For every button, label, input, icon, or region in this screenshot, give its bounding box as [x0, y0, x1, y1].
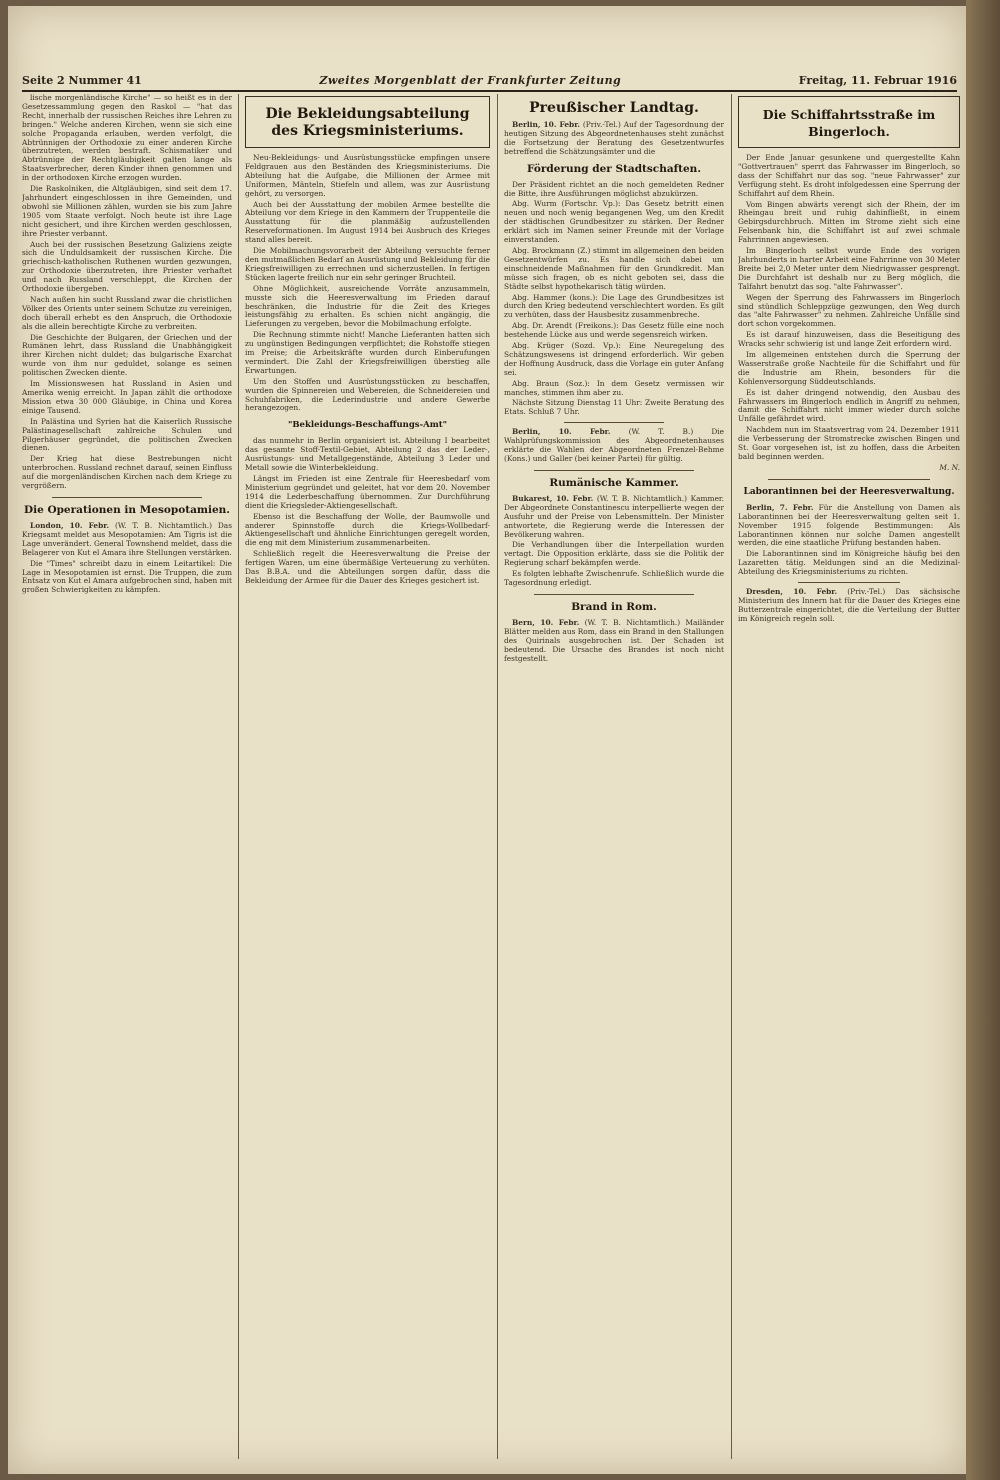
masthead-newspaper-name: Zweites Morgenblatt der Frankfurter Zeitung	[319, 73, 622, 87]
headline-box	[245, 96, 490, 148]
headline-schiffahrt: Die Schiffahrtsstraße im Bingerloch.	[762, 107, 936, 139]
article-text: Auch bei der Ausstattung der mobilen Armee bestellte die Abteilung vor dem Kriege in den Kammern der Truppenteile die Ausstattung für die planmäßig aufzustellenden Reserveformationen. Im August 1914 bei Ausbruch des Krieges stand alles bereit.	[245, 199, 490, 245]
article-text: Abg. Wurm (Fortschr. Vp.): Das Gesetz betritt einen neuen und noch wenig begangenen Weg, um den Kredit der städtischen Grundbesitzer zu stärken. Der Redner erklärt sich im Namen seiner Freunde mit der Vorlage einverstanden.	[504, 199, 724, 245]
article-text: Abg. Krüger (Sozd. Vp.): Eine Neuregelung des Schätzungswesens ist dringend erforderlich. Wir geben der Hoffnung Ausdruck, dass die Vorlage ein guter Anfang sei.	[504, 341, 724, 377]
article-text: Berlin, 10. Febr. (W. T. B.) Die Wahlprüfungskommission des Abgeordnetenhauses erklärte die Wahlen der Abgeordneten Frenzel-Behme (Kons.) und Galler (bei keiner Partei) für gültig.	[504, 427, 724, 463]
article-text: Abg. Braun (Soz.): In dem Gesetz vermissen wir manches, stimmen ihm aber zu.	[504, 378, 724, 397]
article-text: Abg. Dr. Arendt (Freikons.): Das Gesetz fülle eine noch bestehende Lücke aus und werde segensreich wirken.	[504, 321, 724, 340]
article-text: Die Raskolniken, die Altgläubigen, sind seit dem 17. Jahrhundert eingeschlossen in ihre Gemeinden, und obwohl sie Millionen zählen, wurden sie bis zum Jahre 1905 vom Staate verfolgt. Noch heute ist ihre Lage nicht gesichert, und ihre Kirchen werden geschlossen, ihre Priester verbannt.	[22, 184, 232, 238]
section-divider	[534, 594, 694, 595]
article-text: Dresden, 10. Febr. (Priv.-Tel.) Das sächsische Ministerium des Innern hat für die Dauer des Krieges eine Butterzentrale eingerichtet, die die Verteilung der Butter im Königreich regeln soll.	[738, 587, 960, 623]
column-4	[738, 94, 960, 1459]
article-text: Die "Times" schreibt dazu in einem Leitartikel: Die Lage in Mesopotamien ist ernst. Die Truppen, die zum Entsatz von Kut el Amara aufgebrochen sind, haben mit großen Schwierigkeiten zu kämpfen.	[22, 558, 232, 595]
article-text: London, 10. Febr. (W. T. B. Nichtamtlich.) Das Kriegsamt meldet aus Mesopotamien: Am Tigris ist die Lage unverändert. General Townshend meldet, dass die Belagerer von Kut el Amara ihre Stellungen verstärken.	[22, 520, 232, 557]
column-rule	[238, 94, 239, 1459]
dateline: Dresden, 10. Febr.	[746, 587, 838, 597]
section-divider	[768, 479, 930, 480]
article-text: Der Ende Januar gesunkene und quergestellte Kahn "Gottvertrauen" sperrt das Fahrwasser im Bingerloch, so dass der Schiffahrt nur das sog. "neue Fahrwasser" zur Verfügung steht. Es droht infolgedessen eine Sperrung der Schiffahrt auf dem Rhein.	[738, 153, 960, 198]
headline-rumaenien: Rumänische Kammer.	[549, 476, 679, 489]
article-text: Ohne Möglichkeit, ausreichende Vorräte anzusammeln, musste sich die Heeresverwaltung im Frieden darauf beschränken, die Industrie für die Zeit des Krieges leistungsfähig zu erhalten. Es schien nicht angängig, die Lieferungen zu vergeben, bevor die Mobilmachung erfolgte.	[245, 283, 490, 329]
article-text: Auch bei der russischen Besetzung Galiziens zeigte sich die Unduldsamkeit der russischen Kirche. Die griechisch-katholischen Ruthenen wurden gezwungen, zur Orthodoxie überzutreten, ihre Priester verhaftet und nach Russland verschleppt, die Kirchen der Orthodoxie übergeben.	[22, 239, 232, 294]
masthead-page-number: Seite 2 Nummer 41	[22, 73, 142, 87]
article-text: Nach außen hin sucht Russland zwar die christlichen Völker des Orients unter seinem Schutze zu vereinigen, doch überall erhebt es den Anspruch, die Orthodoxie als die allein berechtigte Kirche zu verbreiten.	[22, 294, 232, 331]
dateline: Bern, 10. Febr.	[512, 617, 580, 627]
article-text: Es ist darauf hinzuweisen, dass die Beseitigung des Wracks sehr schwierig ist und lange Zeit erfordern wird.	[738, 330, 960, 349]
article-text: Nächste Sitzung Dienstag 11 Uhr: Zweite Beratung des Etats. Schluß 7 Uhr.	[504, 398, 724, 417]
column-rule	[731, 94, 732, 1459]
dateline: Berlin, 10. Febr.	[512, 120, 581, 129]
subhead-stadtschaften: Förderung der Stadtschaften.	[527, 162, 701, 175]
article-text: lische morgenländische Kirche" — so heißt es in der Gesetzessammlung gegen den Raskol — "hat das Recht, innerhalb der russischen Reiches ihre Lehren zu bringen." Welche anderen Kirchen, wenn sie sich eine solche Propaganda erlauben, werden verfolgt, die Abtrünnigen der Orthodoxie zu einer anderen Kirche überzutreten, werden bestraft. Schismatiker und Abtrünnige der Rechtgläubigkeit galten lange als Staatsverbrecher, deren Kinder ihnen genommen und in der orthodoxen Kirche erzogen wurden.	[22, 94, 232, 183]
article-text: Die Geschichte der Bulgaren, der Griechen und der Rumänen lehrt, dass Russland die Unabhängigkeit ihrer Kirchen nicht duldet; das bulgarische Exarchat wurde von ihm nur geduldet, solange es seinen politischen Zwecken diente.	[22, 332, 232, 378]
article-text: Nachdem nun im Staatsvertrag vom 24. Dezember 1911 die Verbesserung der Stromstrecke zwischen Bingen und St. Goar vorgesehen ist, ist zu hoffen, dass die Arbeiten bald beginnen werden.	[738, 425, 960, 461]
article-text: Vom Bingen abwärts verengt sich der Rhein, der im Rheingau breit und ruhig dahinfließt, in einem Gebirgsdurchbruch. Mitten im Strome zieht sich eine Felsenbank hin, die Schiffahrt ist auf zwei schmale Fahrrinnen angewiesen.	[738, 199, 960, 245]
article-text: Die Mobilmachungsvorarbeit der Abteilung versuchte ferner den mutmaßlichen Bedarf an Ausrüstung und Bekleidung für die Kriegsfreiwilligen zu errechnen und sicherzustellen. In fertigen Stücken lagerte freilich nur ein sehr geringer Bruchteil.	[245, 246, 490, 282]
article-text: Neu-Bekleidungs- und Ausrüstungsstücke empfingen unsere Feldgrauen aus den Beständen des Kriegsministeriums. Die Abteilung hat die Aufgabe, die Millionen der Armee mit Uniformen, Mänteln, Stiefeln und allem, was zur Ausrüstung gehört, zu versorgen.	[245, 153, 490, 198]
headline-landtag: Preußischer Landtag.	[529, 100, 699, 116]
column-rule	[497, 94, 498, 1459]
headline-rom: Brand in Rom.	[571, 600, 657, 613]
article-text: Abg. Brockmann (Z.) stimmt im allgemeinen den beiden Gesetzentwürfen zu. Es handle sich dabei um einschneidende Maßnahmen für den Grundkredit. Man müsse sich fragen, ob es nicht geboten sei, dass die Städte selbst hypothekarisch tätig würden.	[504, 245, 724, 291]
dateline: London, 10. Febr.	[30, 520, 110, 530]
subhead-bba: "Bekleidungs-Beschaffungs-Amt"	[287, 420, 448, 431]
article-text: Es folgten lebhafte Zwischenrufe. Schließlich wurde die Tagesordnung erledigt.	[504, 569, 724, 588]
article-text: Ebenso ist die Beschaffung der Wolle, der Baumwolle und anderer Spinnstoffe durch die Kriegs-Wollbedarf-Aktiengesellschaft und ähnliche Einrichtungen geregelt worden, die eng mit dem Ministerium zusammenarbeiten.	[245, 511, 490, 548]
article-text: das nunmehr in Berlin organisiert ist. Abteilung I bearbeitet das gesamte Stoff-Textil-Gebiet, Abteilung 2 das der Leder-, Ausrüstungs- und Metallgegenstände, Abteilung 3 Leder und Metall sowie die Winterbekleidung.	[245, 436, 490, 473]
headline-bekleidung: Die Bekleidungsabteilung des Kriegsministeriums.	[265, 106, 470, 139]
column-1	[22, 94, 232, 1459]
article-text: Um den Stoffen und Ausrüstungsstücken zu beschaffen, wurden die Spinnereien und Webereien, die Schneidereien und Schuhfabriken, die Lederindustrie und andere Gewerbe herangezogen.	[245, 376, 490, 413]
author-signature: M. N.	[939, 462, 960, 472]
article-text: Es ist daher dringend notwendig, den Ausbau des Fahrwassers im Bingerloch endlich in Angriff zu nehmen, damit die Schiffahrt nicht immer wieder durch solche Unfälle gefährdet wird.	[738, 387, 960, 424]
article-text: Der Präsident richtet an die noch gemeldeten Redner die Bitte, ihre Ausführungen möglichst abzukürzen.	[504, 179, 724, 198]
article-text: Im Bingerloch selbst wurde Ende des vorigen Jahrhunderts in harter Arbeit eine Fahrrinne von 30 Meter Breite bei 2,0 Meter unter dem Niedrigwasser gesprengt. Die Durchfahrt ist deshalb nur zu Berg möglich, die Talfahrt benutzt das sog. "alte Fahrwasser".	[738, 246, 960, 291]
headline-mesopotamien: Die Operationen in Mesopotamien.	[24, 503, 230, 516]
article-text: Der Krieg hat diese Bestrebungen nicht unterbrochen. Russland rechnet darauf, seinen Einfluss auf die morgenländischen Kirchen nach dem Kriege zu vergrößern.	[22, 454, 232, 491]
article-text: Im Missionswesen hat Russland in Asien und Amerika wenig erreicht. In Japan zählt die orthodoxe Mission etwa 30 000 Gläubige, in China und Korea einige Tausend.	[22, 379, 232, 415]
dateline: Berlin, 10. Febr.	[512, 427, 611, 437]
article-text: Berlin, 10. Febr. (Priv.-Tel.) Auf der Tagesordnung der heutigen Sitzung des Abgeordnetenhauses steht zunächst die Fortsetzung der Beratung des Gesetzentwurfes betreffend die Schätzungsämter und die	[504, 120, 724, 156]
dateline: Bukarest, 10. Febr.	[512, 493, 594, 503]
masthead	[22, 70, 957, 92]
article-text: Die Laborantinnen sind im Königreiche häufig bei den Lazaretten tätig. Meldungen sind an die Medizinal-Abteilung des Kriegsministeriums zu richten.	[738, 549, 960, 577]
page-edge-shadow	[966, 0, 1000, 1480]
section-divider	[534, 470, 694, 471]
article-text: Berlin, 7. Febr. Für die Anstellung von Damen als Laborantinnen bei der Heeresverwaltung gelten seit 1. November 1915 folgende Bestimmungen: Als Laborantinnen können nur solche Damen angestellt werden, die eine staatliche Prüfung bestanden haben.	[738, 502, 960, 548]
article-text: Die Verhandlungen über die Interpellation wurden vertagt. Die Opposition erklärte, dass sie die Politik der Regierung scharf bekämpfen werde.	[504, 540, 724, 568]
dateline: Berlin, 7. Febr.	[746, 502, 814, 512]
article-text: Schließlich regelt die Heeresverwaltung die Preise der fertigen Waren, um eine übermäßige Verteuerung zu verhüten. Das B.B.A. und die Abteilungen sorgen dafür, dass die Bekleidung der Armee für die Dauer des Krieges gesichert ist.	[245, 549, 490, 585]
article-text: Im allgemeinen entstehen durch die Sperrung der Wasserstraße große Nachteile für die Schiffahrt und für die Industrie am Rhein, besonders für die Kohlenversorgung Süddeutschlands.	[738, 350, 960, 386]
column-3	[504, 94, 724, 1459]
article-text: Längst im Frieden ist eine Zentrale für Heeresbedarf vom Ministerium gegründet und geleitet, hat vor dem 20. November 1914 die Lederbeschaffung übernommen. Zur Durchführung dient die Kriegsleder-Aktiengesellschaft.	[245, 474, 490, 510]
section-divider	[798, 582, 900, 583]
masthead-date: Freitag, 11. Februar 1916	[798, 73, 957, 87]
article-text: Bern, 10. Febr. (W. T. B. Nichtamtlich.) Mailänder Blätter melden aus Rom, dass ein Brand in den Stallungen des Quirinals ausgebrochen ist. Der Schaden ist bedeutend. Die Ursache des Brandes ist noch nicht festgestellt.	[504, 617, 724, 663]
headline-laborantinnen: Laborantinnen bei der Heeresverwaltung.	[743, 486, 955, 497]
column-2	[245, 94, 490, 1459]
section-divider	[564, 422, 664, 423]
headline-box	[738, 96, 960, 148]
article-text: In Palästina und Syrien hat die Kaiserlich Russische Palästinagesellschaft zahlreiche Schulen und Pilgerhäuser gegründet, die politischen Zwecken dienen.	[22, 416, 232, 453]
article-text: Bukarest, 10. Febr. (W. T. B. Nichtamtlich.) Kammer. Der Abgeordnete Constantinescu interpellierte wegen der Ausfuhr und der Preise von Lebensmitteln. Der Minister antwortete, die Regierung werde die Interessen der Bevölkerung wahren.	[504, 493, 724, 539]
article-text: Wegen der Sperrung des Fahrwassers im Bingerloch sind stündlich Schleppzüge gezwungen, den Weg durch das "alte Fahrwasser" zu nehmen. Zahlreiche Unfälle sind dort schon vorgekommen.	[738, 292, 960, 329]
section-divider	[52, 497, 202, 498]
article-text: Die Rechnung stimmte nicht! Manche Lieferanten hatten sich zu ungünstigen Bedingungen verpflichtet; die Rohstoffe stiegen im Preise; die Arbeitskräfte wurden durch Einberufungen vermindert. Die Zahl der Kriegsfreiwilligen überstieg alle Erwartungen.	[245, 330, 490, 375]
article-text: Abg. Hammer (kons.): Die Lage des Grundbesitzes ist durch den Krieg bedeutend verschlechtert worden. Es gilt zu verhüten, dass der Hausbesitz zusammenbreche.	[504, 292, 724, 320]
